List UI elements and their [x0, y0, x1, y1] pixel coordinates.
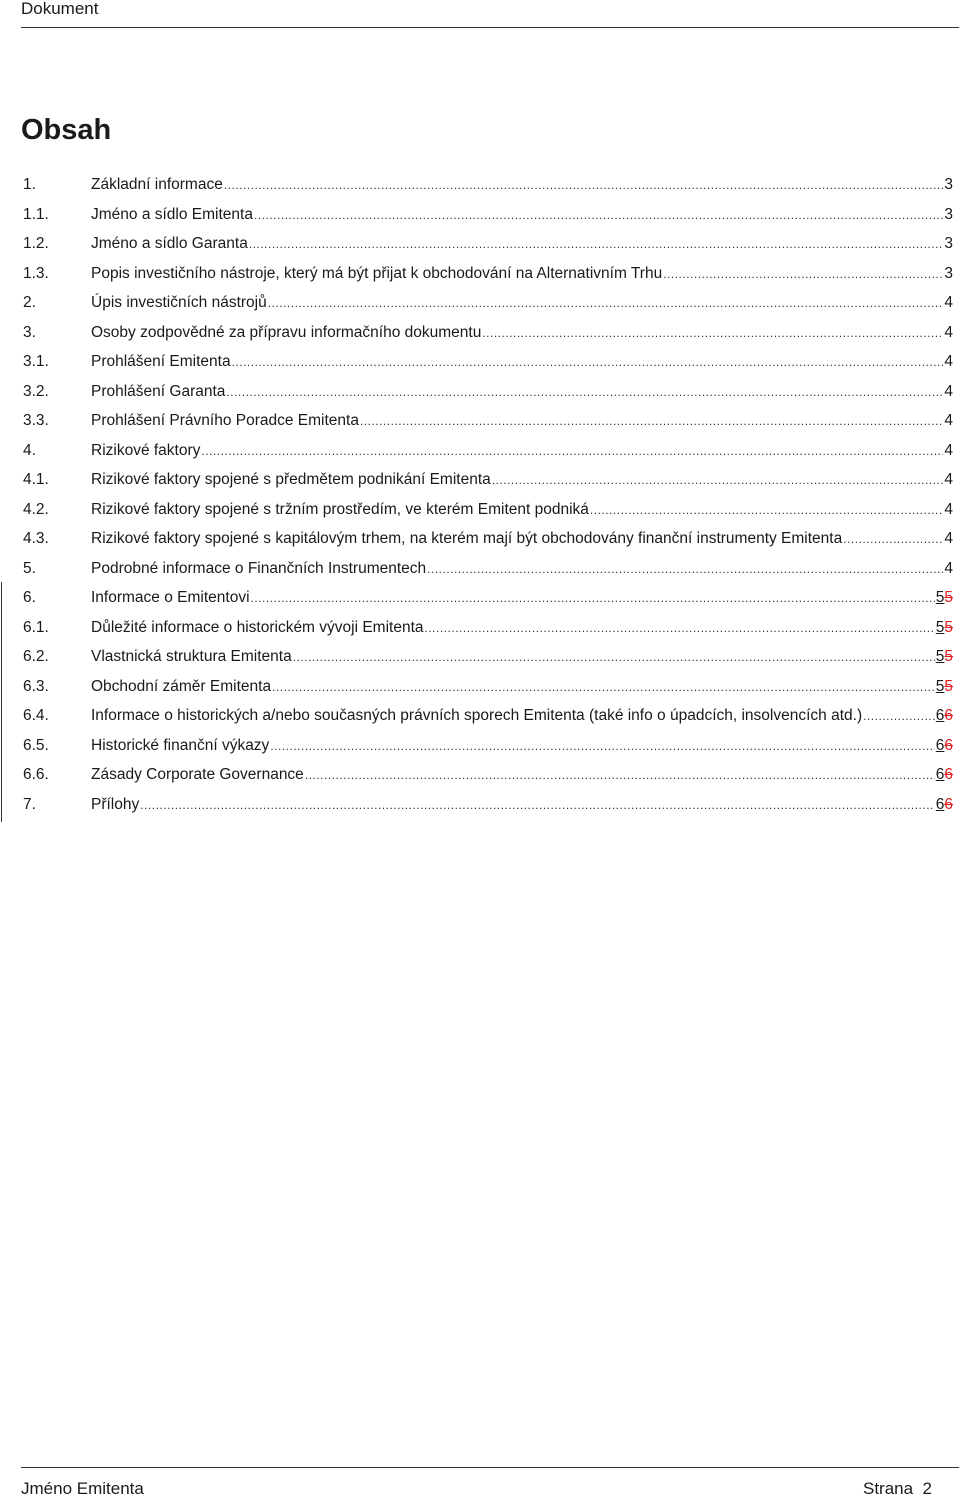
toc-entry-number: 6.3. [23, 678, 49, 695]
toc-dot-leader [254, 201, 943, 230]
toc-dot-leader [201, 437, 943, 466]
toc-page-inserted: 6 [935, 766, 945, 783]
toc-entry[interactable] [0, 495, 960, 524]
header-title: Dokument [21, 0, 99, 18]
toc-entry-title[interactable]: Důležité informace o historickém vývoji Emitenta [91, 619, 424, 636]
toc-entry-number: 7. [23, 796, 36, 813]
toc-entry-title[interactable]: Rizikové faktory spojené s kapitálovým trhem, na kterém mají být obchodovány finanční instrumenty Emitenta [91, 530, 843, 547]
toc-entry-line [91, 229, 953, 259]
toc-entry-line [91, 524, 953, 554]
toc-entry[interactable] [0, 731, 960, 760]
toc-dot-leader [232, 348, 944, 377]
toc-entry-page[interactable]: 4 [944, 412, 953, 429]
toc-entry-line [91, 613, 953, 643]
toc-dot-leader [268, 289, 944, 318]
toc-entry-number: 4. [23, 442, 36, 459]
toc-entry-title[interactable]: Rizikové faktory spojené s tržním prostředím, ve kterém Emitent podniká [91, 501, 589, 518]
toc-entry-number: 4.2. [23, 501, 49, 518]
toc-entry-title[interactable]: Osoby zodpovědné za přípravu informačního dokumentu [91, 324, 482, 341]
toc-entry-line [91, 495, 953, 525]
toc-heading: Obsah [21, 114, 112, 146]
toc-page-deleted: 6 [944, 737, 953, 754]
toc-entry-page[interactable]: 4 [944, 501, 953, 518]
toc-entry-line [91, 377, 953, 407]
toc-entry-title[interactable]: Rizikové faktory [91, 442, 201, 459]
toc-page-inserted: 5 [935, 678, 945, 695]
toc-dot-leader [863, 702, 935, 731]
footer-issuer-name: Jméno Emitenta [21, 1479, 144, 1498]
toc-entry-title[interactable]: Prohlášení Právního Poradce Emitenta [91, 412, 359, 429]
toc-entry-line [91, 701, 953, 731]
toc-entry-line [91, 760, 953, 790]
toc-entry[interactable] [0, 554, 960, 583]
toc-entry[interactable] [0, 672, 960, 701]
toc-entry[interactable] [0, 406, 960, 435]
toc-page-deleted: 6 [944, 766, 953, 783]
toc-dot-leader [843, 525, 943, 554]
toc-entry[interactable] [0, 288, 960, 317]
toc-dot-leader [140, 791, 935, 820]
toc-entry-number: 5. [23, 560, 36, 577]
toc-entry-number: 2. [23, 294, 36, 311]
toc-entry-line [91, 790, 953, 820]
toc-page-inserted: 5 [935, 589, 945, 606]
toc-entry-page[interactable]: 4 [944, 353, 953, 370]
toc-entry-line [91, 465, 953, 495]
toc-page-inserted: 5 [935, 648, 945, 665]
toc-page-inserted: 5 [935, 619, 945, 636]
toc-dot-leader [293, 643, 935, 672]
toc-entry-line [91, 259, 953, 289]
toc-page-deleted: 6 [944, 707, 953, 724]
toc-entry-number: 3. [23, 324, 36, 341]
toc-entry-title[interactable]: Historické finanční výkazy [91, 737, 270, 754]
toc-entry-page[interactable]: 3 [944, 206, 953, 223]
toc-entry[interactable] [0, 465, 960, 494]
toc-dot-leader [492, 466, 944, 495]
toc-entry-page[interactable] [936, 613, 953, 642]
toc-entry-title[interactable]: Prohlášení Garanta [91, 383, 226, 400]
toc-entry-page[interactable] [936, 642, 953, 671]
toc-dot-leader [272, 673, 935, 702]
toc-page-inserted: 6 [935, 707, 945, 724]
toc-entry[interactable] [0, 377, 960, 406]
toc-page-inserted: 6 [935, 737, 945, 754]
toc-entry[interactable] [0, 318, 960, 347]
toc-entry-number: 3.3. [23, 412, 49, 429]
toc-entry-number: 3.1. [23, 353, 49, 370]
toc-dot-leader [224, 171, 944, 200]
toc-entry-title[interactable]: Prohlášení Emitenta [91, 353, 231, 370]
toc-entry-page[interactable] [936, 731, 953, 760]
toc-entry-title[interactable]: Vlastnická struktura Emitenta [91, 648, 292, 665]
toc-entry-title[interactable]: Zásady Corporate Governance [91, 766, 304, 783]
toc-entry[interactable] [0, 790, 960, 819]
toc-dot-leader [663, 260, 943, 289]
toc-entry-title[interactable]: Informace o historických a/nebo současných právních sporech Emitenta (také info o úpadcích, insolvencích atd.) [91, 707, 863, 724]
toc-entry[interactable] [0, 642, 960, 671]
toc-entry-page[interactable]: 4 [944, 383, 953, 400]
toc-dot-leader [590, 496, 943, 525]
toc-entry-number: 6. [23, 589, 36, 606]
toc-entry-page[interactable]: 4 [944, 471, 953, 488]
toc-entry[interactable] [0, 347, 960, 376]
toc-entry-number: 1.2. [23, 235, 49, 252]
toc-entry-title[interactable]: Rizikové faktory spojené s předmětem podnikání Emitenta [91, 471, 491, 488]
toc-entry-line [91, 318, 953, 348]
toc-page-deleted: 6 [944, 796, 953, 813]
toc-entry-title[interactable]: Jméno a sídlo Emitenta [91, 206, 253, 223]
toc-entry-line [91, 642, 953, 672]
toc-page-inserted: 6 [935, 796, 945, 813]
toc-dot-leader [251, 584, 935, 613]
toc-entry[interactable] [0, 524, 960, 553]
toc-dot-leader [305, 761, 935, 790]
toc-entry[interactable] [0, 760, 960, 789]
footer-page-number: Strana 2 [863, 1479, 932, 1498]
toc-entry-title[interactable]: Popis investičního nástroje, který má být přijat k obchodování na Alternativním Trhu [91, 265, 663, 282]
toc-entry-line [91, 288, 953, 318]
toc-entry-number: 1.3. [23, 265, 49, 282]
header-divider [21, 27, 959, 28]
toc-entry-title[interactable]: Přílohy [91, 796, 140, 813]
toc-entry-line [91, 170, 953, 200]
toc-entry[interactable] [0, 200, 960, 229]
toc-entry-number: 4.3. [23, 530, 49, 547]
toc-entry-page[interactable]: 3 [944, 265, 953, 282]
toc-entry-number: 6.2. [23, 648, 49, 665]
toc-dot-leader [249, 230, 944, 259]
toc-entry-page[interactable] [936, 701, 953, 730]
toc-dot-leader [425, 614, 935, 643]
toc-entry-title[interactable]: Jméno a sídlo Garanta [91, 235, 248, 252]
toc-entry-page[interactable] [936, 583, 953, 612]
toc-entry-line [91, 731, 953, 761]
toc-entry-number: 1.1. [23, 206, 49, 223]
toc-entry-number: 3.2. [23, 383, 49, 400]
toc-entry[interactable] [0, 259, 960, 288]
toc-entry-line [91, 406, 953, 436]
toc-entry-title[interactable]: Základní informace [91, 176, 223, 193]
toc-entry-line [91, 347, 953, 377]
toc-entry[interactable] [0, 613, 960, 642]
toc-dot-leader [360, 407, 943, 436]
footer-divider [21, 1467, 959, 1468]
toc-entry-line [91, 583, 953, 613]
toc-entry-number: 1. [23, 176, 36, 193]
toc-entry-page[interactable]: 4 [944, 530, 953, 547]
toc-entry[interactable] [0, 701, 960, 730]
toc-dot-leader [226, 378, 943, 407]
toc-entry-title[interactable]: Informace o Emitentovi [91, 589, 250, 606]
toc-entry-line [91, 672, 953, 702]
toc-page-deleted: 5 [944, 678, 953, 695]
toc-entry-number: 4.1. [23, 471, 49, 488]
toc-entry-line [91, 436, 953, 466]
toc-entry-page[interactable]: 4 [944, 324, 953, 341]
toc-entry-page[interactable]: 4 [944, 442, 953, 459]
toc-page-deleted: 5 [944, 589, 953, 606]
toc-entry-page[interactable] [936, 672, 953, 701]
toc-entry-page[interactable] [936, 790, 953, 819]
toc-entry-title[interactable]: Úpis investičních nástrojů [91, 294, 267, 311]
toc-entry-line [91, 554, 953, 584]
toc-entry-number: 6.6. [23, 766, 49, 783]
toc-entry[interactable] [0, 229, 960, 258]
toc-entry-title[interactable]: Podrobné informace o Finančních Instrumentech [91, 560, 427, 577]
toc-dot-leader [482, 319, 943, 348]
toc-dot-leader [427, 555, 943, 584]
toc-entry-page[interactable]: 3 [944, 235, 953, 252]
toc-dot-leader [270, 732, 934, 761]
toc-entry-number: 6.1. [23, 619, 49, 636]
toc-page-deleted: 5 [944, 619, 953, 636]
toc-entry-page[interactable] [936, 760, 953, 789]
toc-entry-page[interactable]: 4 [944, 294, 953, 311]
toc-entry[interactable] [0, 436, 960, 465]
toc-entry-number: 6.4. [23, 707, 49, 724]
toc-page-deleted: 5 [944, 648, 953, 665]
toc-entry-line [91, 200, 953, 230]
toc-entry-number: 6.5. [23, 737, 49, 754]
toc-entry-page[interactable]: 4 [944, 560, 953, 577]
toc-entry-title[interactable]: Obchodní záměr Emitenta [91, 678, 272, 695]
toc-entry[interactable] [0, 170, 960, 199]
toc-entry-page[interactable]: 3 [944, 176, 953, 193]
toc-entry[interactable] [0, 583, 960, 612]
